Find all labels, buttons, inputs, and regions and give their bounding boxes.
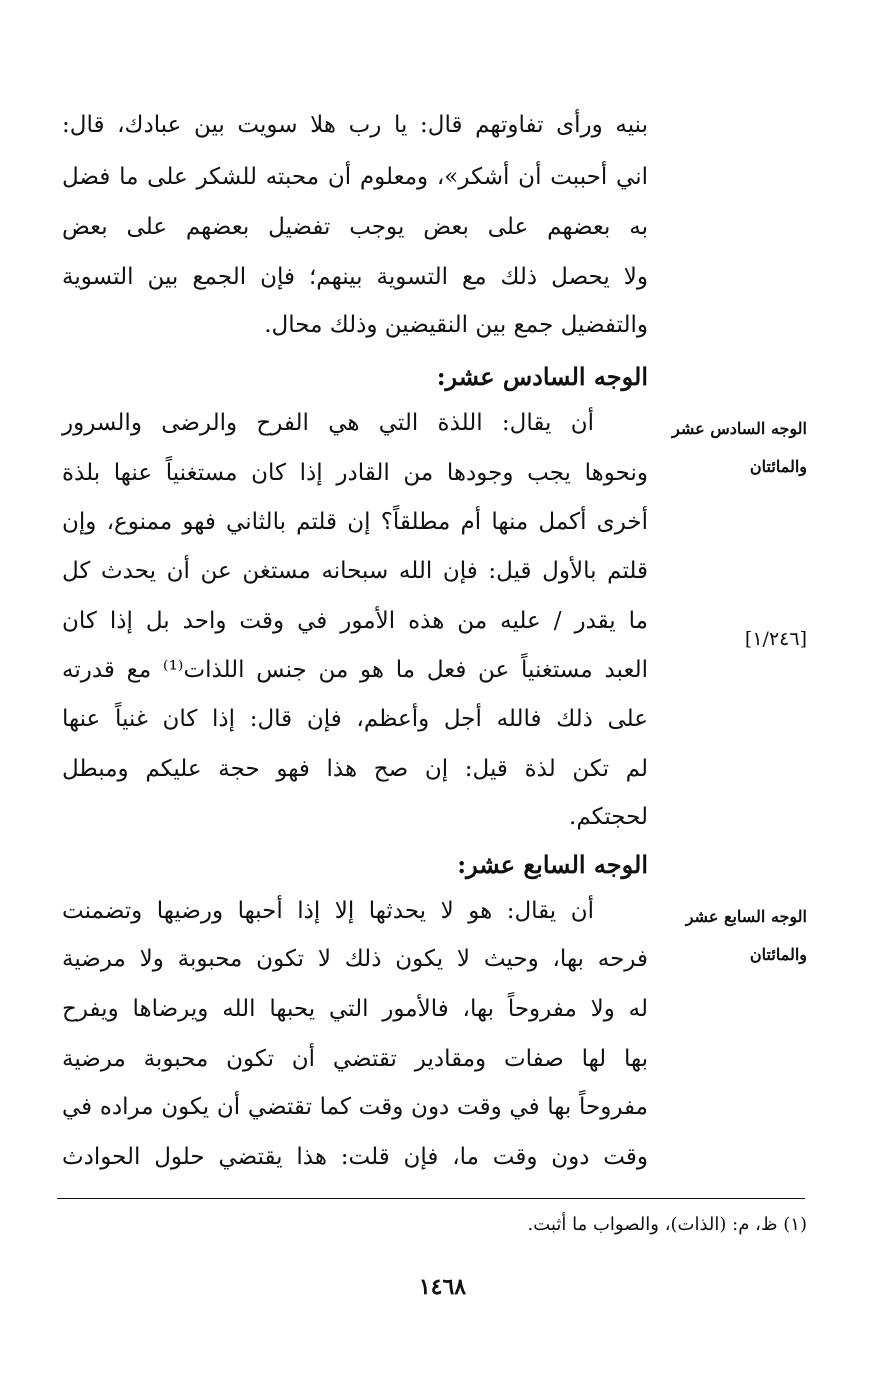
text-line: لم تكن لذة قيل: إن صح هذا فهو حجة عليكم ومبطل (62, 756, 648, 782)
text-line: أن يقال: هو لا يحدثها إلا إذا أحبها ورضيها وتضمنت (62, 898, 594, 924)
margin-note-16 (657, 410, 807, 486)
volume-page-reference: [١/٢٤٦] (744, 628, 807, 650)
text-line: مفروحاً بها في وقت دون وقت كما تقتضي أن يكون مراده في (62, 1094, 648, 1120)
footnote: (١) ظ، م: (الذات)، والصواب ما أثبت. (527, 1214, 807, 1235)
section-heading-16: الوجه السادس عشر: (436, 362, 648, 391)
margin-note-17 (657, 898, 807, 974)
footnote-separator (57, 1198, 805, 1199)
text-line: العبد مستغنياً عن فعل ما هو من جنس اللذات⁽¹⁾ مع قدرته (62, 657, 648, 683)
text-line: ونحوها يجب وجودها من القادر إذا كان مستغنياً عنها بلذة (62, 460, 648, 486)
text-line: أن يقال: اللذة التي هي الفرح والرضى والسرور (62, 410, 594, 436)
page-number: ١٤٦٨ (418, 1274, 467, 1300)
text-line: به بعضهم على بعض يوجب تفضيل بعضهم على بعض (62, 214, 648, 240)
margin-note-line: والمائتان (749, 945, 807, 964)
text-line: لحجتكم. (569, 804, 648, 830)
text-line: بنيه ورأى تفاوتهم قال: يا رب هلا سويت بين عبادك، قال: (62, 112, 648, 138)
text-line: وقت دون وقت ما، فإن قلت: هذا يقتضي حلول الحوادث (62, 1144, 648, 1170)
text-line: أخرى أكمل منها أم مطلقاً؟ إن قلتم بالثاني فهو ممنوع، وإن (62, 509, 648, 535)
text-line: على ذلك فالله أجل وأعظم، فإن قال: إذا كان غنياً عنها (62, 706, 648, 732)
text-line: فرحه بها، وحيث لا يكون ذلك لا تكون محبوبة ولا مرضية (62, 946, 648, 972)
section-heading-17: الوجه السابع عشر: (457, 850, 648, 879)
text-line: له ولا مفروحاً بها، فالأمور التي يحبها الله ويرضاها ويفرح (62, 996, 648, 1022)
text-line: والتفضيل جمع بين النقيضين وذلك محال. (264, 312, 648, 338)
text-line: اني أحببت أن أشكر»، ومعلوم أن محبته للشكر على ما فضل (62, 164, 648, 190)
text-line: ما يقدر / عليه من هذه الأمور في وقت واحد بل إذا كان (62, 608, 648, 634)
text-line: بها لها صفات ومقادير تقتضي أن تكون محبوبة مرضية (62, 1046, 648, 1072)
text-line: قلتم بالأول قيل: فإن الله سبحانه مستغن عن أن يحدث كل (62, 558, 648, 584)
margin-note-line: الوجه السادس عشر (672, 419, 807, 438)
margin-note-line: والمائتان (749, 457, 807, 476)
text-line: ولا يحصل ذلك مع التسوية بينهم؛ فإن الجمع بين التسوية (62, 264, 648, 290)
margin-note-line: الوجه السابع عشر (685, 907, 807, 926)
